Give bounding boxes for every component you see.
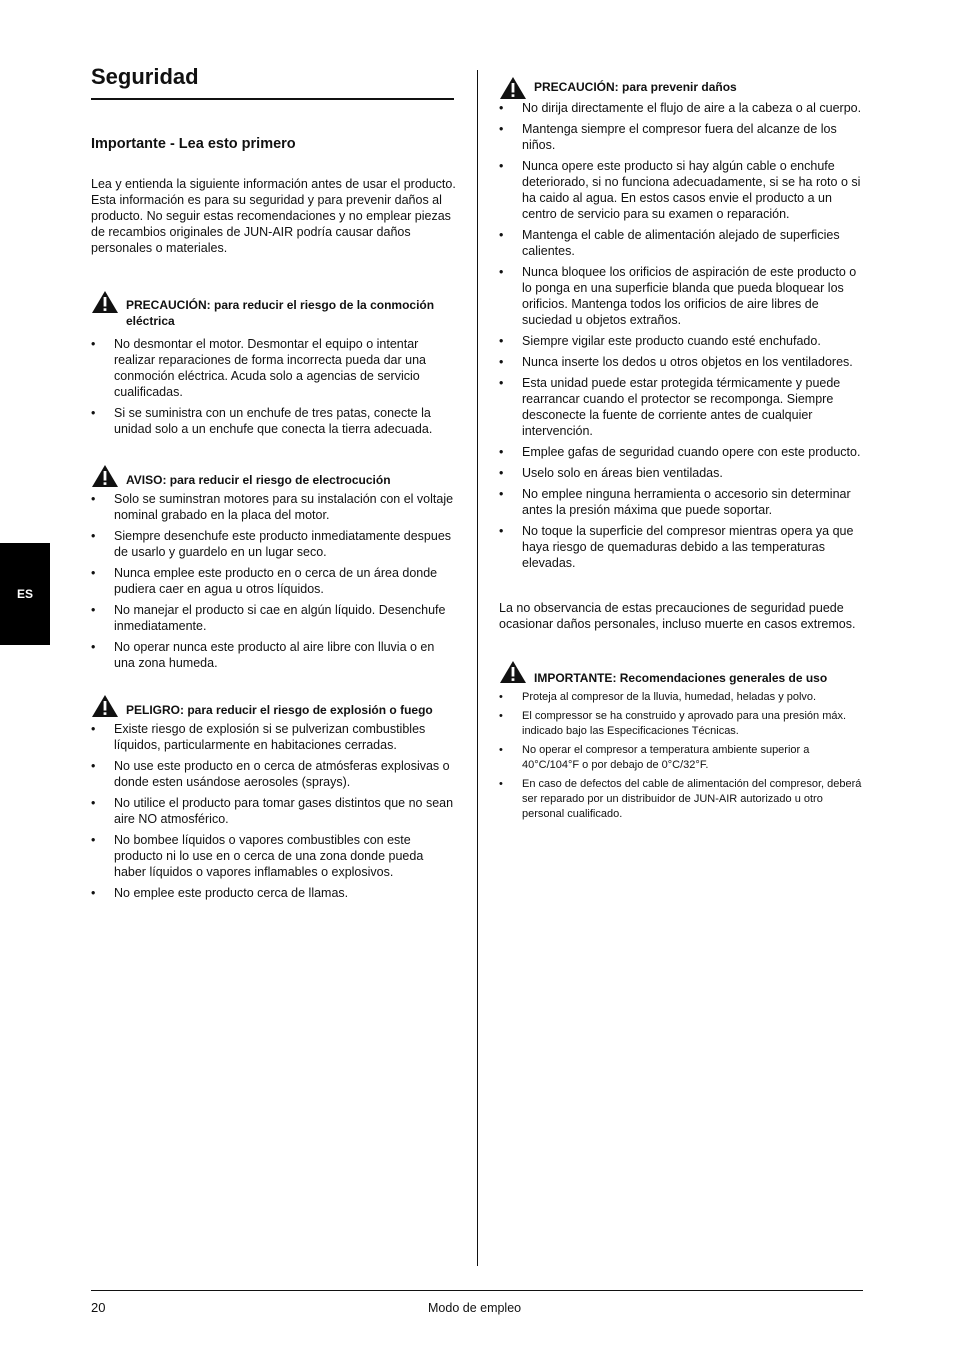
list-item-text: Siempre vigilar este producto cuando esté enchufado. — [522, 334, 821, 348]
warning-note: La no observancia de estas precauciones de seguridad puede ocasionar daños personales, incluso muerte en casos extremos. — [499, 601, 856, 631]
list-item-text: Proteja al compresor de la lluvia, humedad, heladas y polvo. — [522, 691, 817, 703]
bullet-mark: • — [499, 122, 504, 136]
warning-triangle-icon — [91, 464, 119, 488]
bullet-mark: • — [91, 529, 96, 543]
list-item-text: Emplee gafas de seguridad cuando opere con este producto. — [522, 445, 861, 459]
section-subtitle: Importante - Lea esto primero — [91, 136, 296, 152]
bullet-mark: • — [91, 492, 96, 506]
list-item — [499, 158, 865, 222]
bullet-list — [91, 721, 457, 901]
list-item-text: Siempre desenchufe este producto inmediatamente despues de usarlo y guardelo en un lugar seco. — [114, 529, 452, 559]
bullet-mark: • — [91, 833, 96, 847]
caution-electric-header — [91, 290, 457, 329]
bullet-mark: • — [499, 355, 504, 369]
bullet-mark: • — [91, 337, 96, 351]
danger-explosion-header — [91, 694, 457, 718]
list-item — [91, 639, 457, 671]
bullet-mark: • — [91, 796, 96, 810]
bullet-mark: • — [499, 334, 504, 348]
list-item — [91, 721, 457, 753]
list-item — [499, 709, 865, 739]
list-item — [91, 602, 457, 634]
list-item — [499, 690, 865, 705]
list-item — [499, 100, 865, 116]
list-item — [499, 523, 865, 571]
list-item — [91, 758, 457, 790]
list-item-text: No operar nunca este producto al aire libre con lluvia o en una zona humeda. — [114, 640, 435, 670]
list-item-text: Solo se suminstran motores para su instalación con el voltaje nominal grabado en la placa del motor. — [114, 492, 454, 522]
list-item — [499, 743, 865, 773]
list-item — [499, 227, 865, 259]
bullet-mark: • — [91, 722, 96, 736]
list-item-text: Nunca bloquee los orificios de aspiración de este producto o lo ponga en una superficie blanda que pueda bloquear los orificios. Mantenga todos los orificios de aire libres de suciedad u objetos extraños. — [522, 265, 857, 327]
bullet-mark: • — [499, 778, 503, 790]
column-divider — [477, 70, 478, 1266]
list-item-text: Existe riesgo de explosión si se pulverizan combustibles líquidos, particularmente en habitaciones cerradas. — [114, 722, 426, 752]
warning-title: PRECAUCIÓN: para prevenir daños — [534, 80, 737, 94]
warning-triangle-icon — [91, 694, 119, 718]
warning-triangle-icon — [499, 76, 527, 100]
bullet-mark: • — [91, 566, 96, 580]
footer-label: Modo de empleo — [428, 1301, 522, 1315]
list-item — [91, 405, 457, 437]
list-item — [91, 336, 457, 400]
list-item — [499, 121, 865, 153]
page-number: 20 — [91, 1300, 106, 1315]
bullet-list — [91, 336, 457, 437]
left-column — [91, 176, 457, 906]
bullet-mark: • — [499, 487, 504, 501]
language-tab — [0, 543, 50, 645]
right-column — [499, 76, 865, 826]
bullet-list — [91, 491, 457, 671]
list-item-text: Si se suministra con un enchufe de tres patas, conecte la unidad solo a un enchufe que conecta la tierra adecuada. — [114, 406, 433, 436]
list-item — [499, 777, 865, 822]
bullet-mark: • — [499, 101, 504, 115]
bullet-list — [499, 690, 865, 822]
bullet-mark: • — [499, 691, 503, 703]
list-item — [91, 565, 457, 597]
warning-title: PRECAUCIÓN: para reducir el riesgo de la conmoción eléctrica — [126, 298, 435, 328]
warning-title: IMPORTANTE: Recomendaciones generales de uso — [534, 671, 828, 685]
list-item-text: No emplee ninguna herramienta o accesorio sin determinar antes la presión máxima que puede soportar. — [522, 487, 851, 517]
list-item-text: No use este producto en o cerca de atmósferas explosivas o donde esten usándose aerosoles (sprays). — [114, 759, 450, 789]
list-item-text: No toque la superficie del compresor mientras opera ya que haya riesgo de quemaduras debido a las temperaturas elevadas. — [522, 524, 854, 570]
list-item-text: Nunca opere este producto si hay algún cable o enchufe deteriorado, si no funciona adecuadamente, si se ha roto o si ha caido al agua. En estos casos envie el producto a un centro de servicio para su examen o reparación. — [522, 159, 861, 221]
footer-rule — [91, 1290, 863, 1291]
warning-title: PELIGRO: para reducir el riesgo de explosión o fuego — [126, 703, 433, 717]
list-item — [91, 885, 457, 901]
list-item — [91, 528, 457, 560]
bullet-mark: • — [499, 710, 503, 722]
bullet-mark: • — [499, 265, 504, 279]
warning-title: AVISO: para reducir el riesgo de electrocución — [126, 473, 391, 487]
list-item-text: No desmontar el motor. Desmontar el equipo o intentar realizar reparaciones de forma incorrecta pueda dar una conmoción eléctrica. Acuda solo a agencias de servicio cualificadas. — [114, 337, 426, 399]
notice-electrocution-header — [91, 464, 457, 488]
list-item-text: Mantenga siempre el compresor fuera del alcanze de los niños. — [522, 122, 837, 152]
warning-triangle-icon — [91, 290, 119, 314]
list-item-text: En caso de defectos del cable de alimentación del compresor, deberá ser reparado por un distribuidor de JUN-AIR autorizado u otro personal cualificado. — [522, 778, 862, 820]
list-item-text: Nunca emplee este producto en o cerca de un área donde pudiera caer en agua u otros líquidos. — [114, 566, 438, 596]
list-item-text: No dirija directamente el flujo de aire a la cabeza o al cuerpo. — [522, 101, 862, 115]
warning-triangle-icon — [499, 660, 527, 684]
bullet-mark: • — [499, 466, 504, 480]
list-item — [91, 491, 457, 523]
list-item-text: No manejar el producto si cae en algún líquido. Desenchufe inmediatamente. — [114, 603, 446, 633]
bullet-mark: • — [499, 228, 504, 242]
list-item — [499, 354, 865, 370]
bullet-mark: • — [499, 744, 503, 756]
list-item-text: No emplee este producto cerca de llamas. — [114, 886, 349, 900]
bullet-mark: • — [91, 640, 96, 654]
list-item-text: Uselo solo en áreas bien ventiladas. — [522, 466, 723, 480]
list-item — [499, 264, 865, 328]
bullet-mark: • — [91, 759, 96, 773]
bullet-list — [499, 100, 865, 571]
list-item-text: Esta unidad puede estar protegida térmicamente y puede rearrancar cuando el protector se recomponga. Siempre desconecte la fuente de corriente antes de cualquier intervención. — [522, 376, 841, 438]
bullet-mark: • — [91, 406, 96, 420]
list-item-text: Nunca inserte los dedos u otros objetos en los ventiladores. — [522, 355, 853, 369]
bullet-mark: • — [499, 445, 504, 459]
list-item — [499, 465, 865, 481]
list-item-text: Mantenga el cable de alimentación alejado de superficies calientes. — [522, 228, 840, 258]
bullet-mark: • — [499, 159, 504, 173]
important-usage-header — [499, 660, 865, 686]
bullet-mark: • — [91, 886, 96, 900]
list-item — [91, 832, 457, 880]
bullet-mark: • — [91, 603, 96, 617]
intro-paragraph: Lea y entienda la siguiente información antes de usar el producto. Esta información es para su seguridad y para prevenir daños al producto. No seguir estas recomendaciones y no emplear piezas de recambios originales de JUN-AIR podría causar daños personales o materiales. — [91, 177, 456, 255]
language-tab-label: ES — [16, 587, 33, 601]
list-item-text: El compressor se ha construido y aprovado para una presión máx. indicado bajo las Especificaciones Técnicas. — [522, 710, 847, 737]
bullet-mark: • — [499, 524, 504, 538]
list-item-text: No utilice el producto para tomar gases distintos que no sean aire NO atmosférico. — [114, 796, 454, 826]
list-item — [499, 333, 865, 349]
list-item-text: No bombee líquidos o vapores combustibles con este producto ni lo use en o cerca de una zona donde pueda haber líquidos o vapores inflamables o explosivos. — [114, 833, 424, 879]
list-item-text: No operar el compresor a temperatura ambiente superior a 40°C/104°F o por debajo de 0°C/32°F. — [522, 744, 810, 771]
caution-damage-header — [499, 76, 865, 100]
list-item — [499, 375, 865, 439]
page-title: Seguridad — [91, 62, 454, 100]
list-item — [499, 444, 865, 460]
bullet-mark: • — [499, 376, 504, 390]
list-item — [499, 486, 865, 518]
list-item — [91, 795, 457, 827]
